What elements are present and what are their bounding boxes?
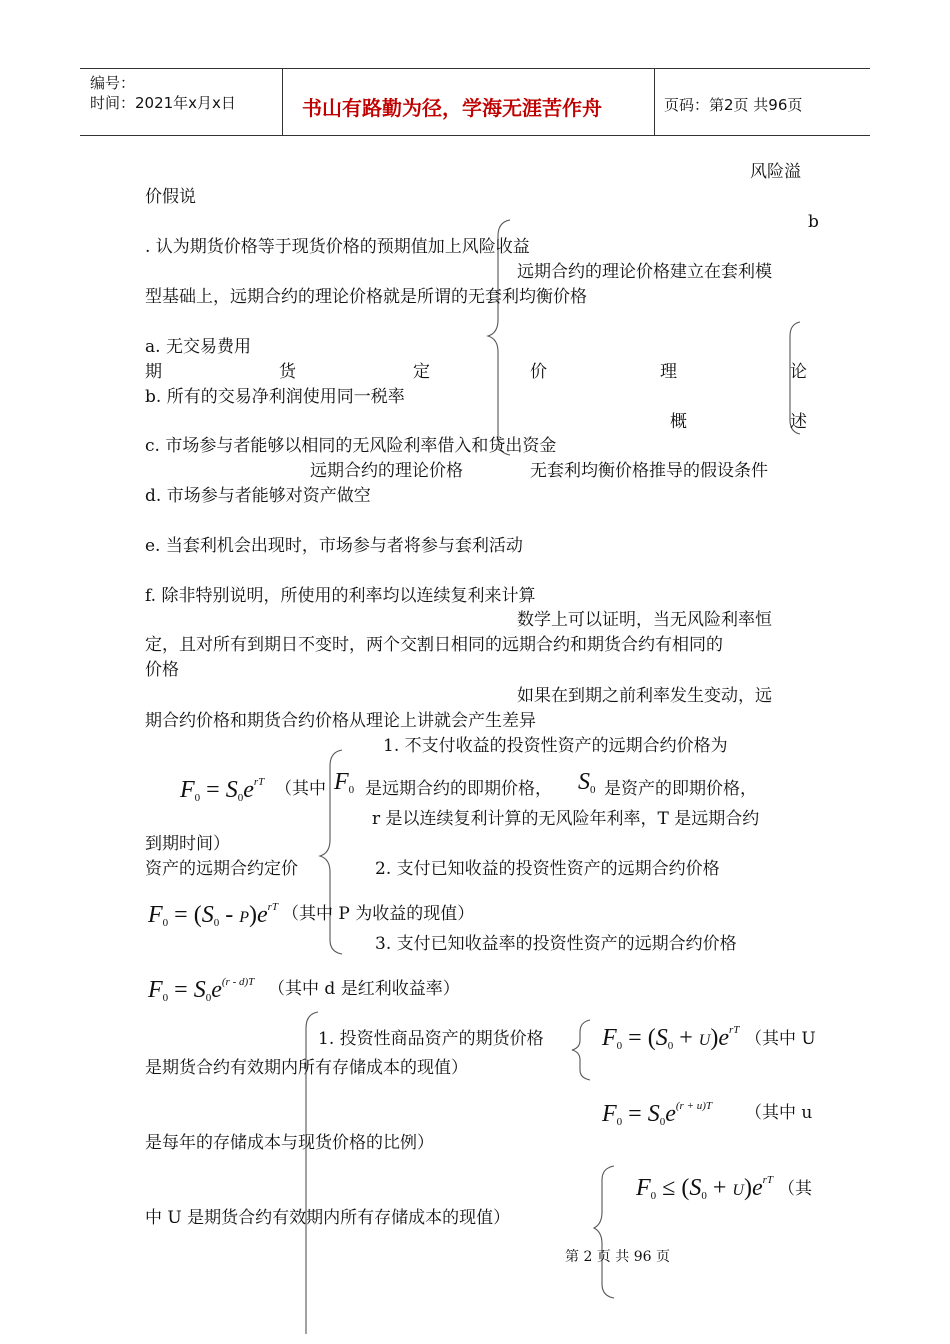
formula-symbol: S	[578, 769, 590, 795]
formula-subscript: 0	[701, 1190, 707, 1202]
char: 价	[530, 362, 547, 382]
text-theory-basis-cont: 型基础上，远期合约的理论价格就是所谓的无套利均衡价格	[145, 287, 587, 307]
formula-symbol: F	[334, 769, 349, 795]
formula-symbol: F	[636, 1175, 651, 1201]
text-risk-premium: 风险溢	[750, 162, 801, 182]
formula-operator: +	[673, 1025, 699, 1051]
doc-time-label: 时间：2021年x月x日	[90, 94, 236, 112]
text-d-definition: （其中 d 是红利收益率）	[268, 979, 460, 999]
formula-operator: = (	[622, 1025, 656, 1051]
formula-subscript: 0	[205, 992, 212, 1004]
text-proof: 数学上可以证明，当无风险利率恒	[517, 610, 772, 630]
formula-subscript: 0	[237, 792, 244, 804]
text-hypothesis: 价假说	[145, 187, 196, 207]
text-case-1: 1. 不支付收益的投资性资产的远期合约价格为	[383, 736, 728, 756]
page-footer: 第 2 页 共 96 页	[565, 1249, 670, 1265]
text-pricing-theory-left	[145, 360, 430, 384]
formula-subscript: 0	[659, 1116, 666, 1128]
brace-commodity-1	[572, 1020, 590, 1080]
formula-known-income	[148, 893, 278, 937]
formula-no-income	[180, 768, 264, 812]
formula-symbol: S	[193, 977, 206, 1003]
text-proof-cont: 定，且对所有到期日不变时，两个交割日相同的远期合约和期货合约有相同的	[145, 635, 723, 655]
text-u-note: （其中 u	[745, 1103, 813, 1123]
text-maturity: 到期时间）	[145, 834, 230, 854]
text-U-note: （其中 U	[745, 1029, 816, 1049]
formula-symbol: e	[256, 902, 268, 928]
text-U-note-2: （其	[778, 1179, 812, 1199]
text-b-marker: b	[808, 212, 819, 232]
formula-operator: )	[710, 1025, 719, 1051]
formula-symbol: e	[751, 1175, 763, 1201]
char: 概	[670, 412, 687, 432]
text-case-2: 2. 支付已知收益的投资性资产的远期合约价格	[375, 859, 720, 879]
text-rate-change: 如果在到期之前利率发生变动，远	[517, 686, 772, 706]
formula-operator: = (	[168, 902, 202, 928]
formula-symbol: S	[689, 1175, 702, 1201]
text-assumption-c: c. 市场参与者能够以相同的无风险利率借入和贷出资金	[145, 436, 557, 456]
text-rate-definition: r 是以连续复利计算的无风险年利率，T 是远期合约	[372, 809, 760, 829]
formula-subscript: 0	[194, 792, 201, 804]
text-assumption-f: f. 除非特别说明，所使用的利率均以连续复利来计算	[145, 586, 536, 606]
formula-symbol: F	[602, 1101, 617, 1127]
formula-symbol: S	[655, 1025, 668, 1051]
text-overview	[670, 410, 807, 434]
text-pricing-theory-right	[530, 360, 807, 384]
formula-storage-cost	[602, 1016, 739, 1060]
formula-operator: )	[743, 1175, 752, 1201]
formula-exponent: (r - d)T	[221, 976, 255, 988]
text-F0-definition: 是远期合约的即期价格，	[365, 779, 552, 799]
formula-subscript: 0	[213, 917, 220, 929]
formula-symbol: U	[698, 1032, 711, 1049]
text-U-definition: 是期货合约有效期内所有存储成本的现值）	[145, 1058, 468, 1078]
formula-exponent: (r + u)T	[675, 1100, 713, 1112]
formula-symbol-F0	[334, 768, 354, 804]
text-S0-definition: 是资产的即期价格，	[604, 779, 757, 799]
formula-symbol: P	[239, 909, 249, 926]
formula-operator: )	[248, 902, 257, 928]
text-assumption-a: a. 无交易费用	[145, 337, 251, 357]
char: 述	[790, 412, 807, 432]
formula-symbol: S	[225, 777, 238, 803]
formula-symbol: e	[243, 777, 254, 803]
text-asset-forward-pricing: 资产的远期合约定价	[145, 859, 298, 879]
header-motto: 书山有路勤为径，学海无涯苦作舟	[302, 96, 602, 120]
text-risk-premium-def: . 认为期货价格等于现货价格的预期值加上风险收益	[145, 237, 530, 257]
formula-operator: +	[706, 1175, 733, 1201]
text-assumption-b: b. 所有的交易净利润使用同一税率	[145, 387, 405, 407]
text-P-definition: （其中 P 为收益的现值）	[282, 904, 475, 924]
text-where: （其中	[275, 779, 326, 799]
formula-storage-rate	[602, 1092, 712, 1136]
formula-exponent: rT	[253, 776, 265, 788]
text-u-definition: 是每年的存储成本与现货价格的比例）	[145, 1133, 434, 1153]
formula-operator: ≤ (	[656, 1175, 690, 1201]
formula-subscript: 0	[616, 1040, 623, 1052]
char: 论	[790, 362, 807, 382]
formula-symbol: U	[732, 1182, 744, 1199]
formula-subscript: 0	[590, 784, 596, 796]
formula-exponent: rT	[728, 1024, 740, 1036]
text-commodity-case-1: 1. 投资性商品资产的期货价格	[318, 1029, 544, 1049]
char: 理	[660, 362, 677, 382]
formula-exponent: rT	[762, 1174, 774, 1186]
formula-symbol: S	[647, 1101, 660, 1127]
text-case-3: 3. 支付已知收益率的投资性资产的远期合约价格	[375, 934, 737, 954]
formula-subscript: 0	[162, 992, 169, 1004]
text-U-definition-2: 中 U 是期货合约有效期内所有存储成本的现值）	[145, 1208, 511, 1228]
formula-subscript: 0	[348, 784, 355, 796]
formula-subscript: 0	[616, 1116, 623, 1128]
formula-symbol: e	[211, 977, 222, 1003]
text-assumptions-heading: 无套利均衡价格推导的假设条件	[530, 461, 768, 481]
formula-symbol: F	[148, 977, 163, 1003]
char: 定	[413, 362, 430, 382]
formula-symbol: S	[201, 902, 214, 928]
formula-symbol-S0	[578, 768, 596, 804]
formula-subscript: 0	[650, 1190, 657, 1202]
formula-operator: =	[168, 977, 194, 1003]
text-assumption-e: e. 当套利机会出现时，市场参与者将参与套利活动	[145, 536, 523, 556]
formula-subscript: 0	[667, 1040, 674, 1052]
brace-commodity-2	[594, 1166, 614, 1298]
text-assumption-d: d. 市场参与者能够对资产做空	[145, 486, 371, 506]
formula-operator: -	[219, 902, 240, 928]
formula-symbol: F	[180, 777, 195, 803]
formula-operator: =	[200, 777, 226, 803]
formula-operator: =	[622, 1101, 648, 1127]
page-info: 页码：第2页 共96页	[664, 96, 803, 114]
text-proof-end: 价格	[145, 660, 179, 680]
formula-symbol: F	[602, 1025, 617, 1051]
formula-exponent: rT	[267, 901, 279, 913]
formula-subscript: 0	[162, 917, 169, 929]
doc-number-label: 编号：	[90, 74, 136, 92]
text-rate-change-cont: 期合约价格和期货合约价格从理论上讲就会产生差异	[145, 711, 536, 731]
char: 货	[279, 362, 296, 382]
formula-symbol: e	[718, 1025, 729, 1051]
text-forward-theory-price: 远期合约的理论价格	[310, 461, 463, 481]
formula-symbol: e	[665, 1101, 676, 1127]
formula-symbol: F	[148, 902, 163, 928]
char: 期	[145, 362, 162, 382]
text-theory-basis: 远期合约的理论价格建立在套利模	[517, 262, 772, 282]
formula-known-yield	[148, 968, 254, 1012]
formula-consumption-asset	[636, 1166, 773, 1210]
